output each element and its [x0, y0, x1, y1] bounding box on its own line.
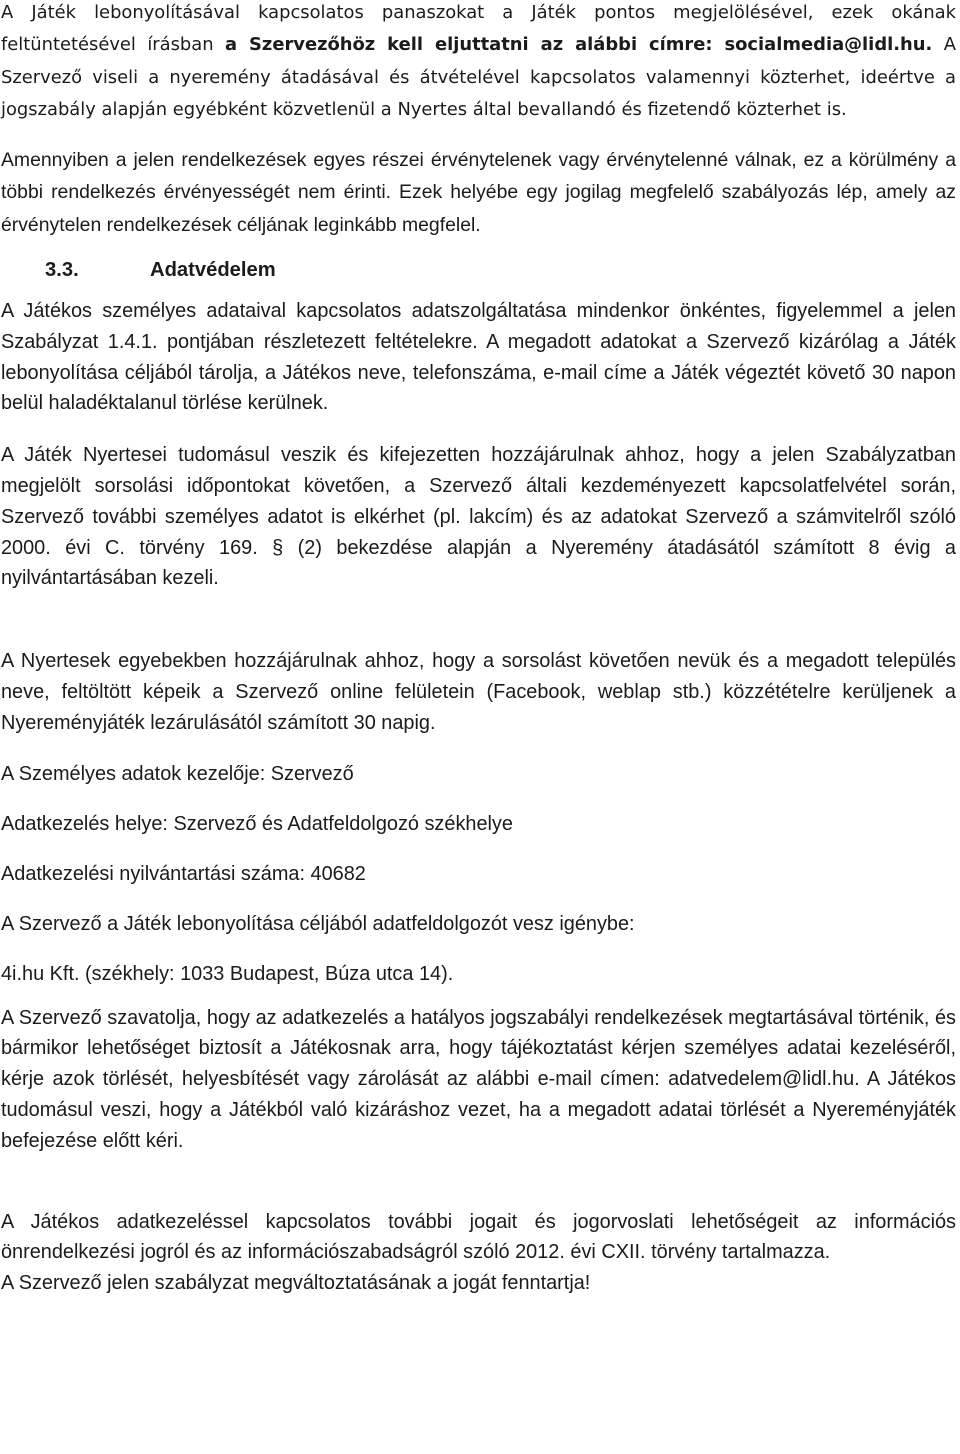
complaints-text: A Játék lebonyolításával kapcsolatos panaszokat a Játék pontos megjelölésével, ezek okának feltüntetésével írásban: [1, 2, 956, 56]
rights-paragraph: A Játékos adatkezeléssel kapcsolatos további jogait és jogorvoslati lehetőségeit az információs önrendelkezési jogról és az információszabadságról szóló 2012. évi CXII. törvény tartalmazza.: [1, 1210, 956, 1264]
section-heading: [45, 255, 956, 285]
amendment-note: A Szervező jelen szabályzat megváltoztatásának a jogát fenntartja!: [1, 1272, 591, 1295]
winners-publish-paragraph: A Nyertesek egyebekben hozzájárulnak ahhoz, hogy a sorsolást követően nevük és a megadott település neve, feltöltött képeik a Szervező online felületein (Facebook, weblap stb.) közzétételre kerüljenek a Nyereményjáték lezárulásától számított 30 napig.: [1, 650, 956, 734]
section-title: Adatvédelem: [150, 259, 276, 282]
document-page: [1, 0, 956, 1298]
registry-number: Adatkezelési nyilvántartási száma: 40682: [1, 862, 366, 885]
guarantee-paragraph: A Szervező szavatolja, hogy az adatkezelés a hatályos jogszabályi rendelkezések megtartásával történik, és bármikor lehetőséget biztosít a Játékosnak arra, hogy tájékoztatást kérjen személyes adatai kezeléséről, kérje azok törlését, helyesbítését vagy zárolását az alábbi e-mail címen: adatvedelem@lidl.hu. A Játékos tudomásul veszi, hogy a Játékból való kizáráshoz vezet, ha a megadott adatai törlését a Nyereményjáték befejezése előtt kéri.: [1, 1006, 956, 1152]
complaints-paragraph: [1, 0, 956, 126]
processor-intro: A Szervező a Játék lebonyolítása céljából adatfeldolgozót vesz igénybe:: [1, 912, 635, 935]
processor-details: 4i.hu Kft. (székhely: 1033 Budapest, Búza utca 14).: [1, 962, 454, 985]
data-voluntary-paragraph: A Játékos személyes adataival kapcsolatos adatszolgáltatása mindenkor önkéntes, figyelemmel a jelen Szabályzat 1.4.1. pontjában részletezett feltételekre. A megadott adatokat a Szervező kizárólag a Játék lebonyolítása céljából tárolja, a Játékos neve, telefonszáma, e-mail címe a Játék végeztét követő 30 napon belül haladéktalanul törlése kerülnek.: [1, 300, 956, 415]
data-controller: A Személyes adatok kezelője: Szervező: [1, 762, 354, 785]
public-charges-text: A Szervező viseli a nyeremény átadásával és átvételével kapcsolatos valamennyi közterhet, ideértve a jogszabály alapján egyébként közvetlenül a Nyertes által bevallandó és fizetendő közterhet is.: [1, 34, 956, 120]
processing-location: Adatkezelés helye: Szervező és Adatfeldolgozó székhelye: [1, 812, 513, 835]
invalid-provisions-paragraph: Amennyiben a jelen rendelkezések egyes részei érvénytelenek vagy érvénytelenné válnak, ez a körülmény a többi rendelkezés érvényességét nem érinti. Ezek helyébe egy jogilag megfelelő szabályozás lép, amely az érvénytelen rendelkezések céljának leginkább megfelel.: [1, 149, 956, 236]
complaints-address: a Szervezőhöz kell eljuttatni az alábbi címre: socialmedia@lidl.hu.: [225, 34, 933, 56]
winners-consent-paragraph: A Játék Nyertesei tudomásul veszik és kifejezetten hozzájárulnak ahhoz, hogy a jelen Szabályzatban megjelölt sorsolási időpontokat követően, a Szervező általi kezdeményezett kapcsolatfelvétel során, Szervező további személyes adatot is elkérhet (pl. lakcím) és az adatokat Szervező a számvitelről szóló 2000. évi C. törvény 169. § (2) bekezdése alapján a Nyeremény átadásától számított 8 évig a nyilvántartásában kezeli.: [1, 444, 956, 590]
section-number: 3.3.: [45, 259, 79, 282]
